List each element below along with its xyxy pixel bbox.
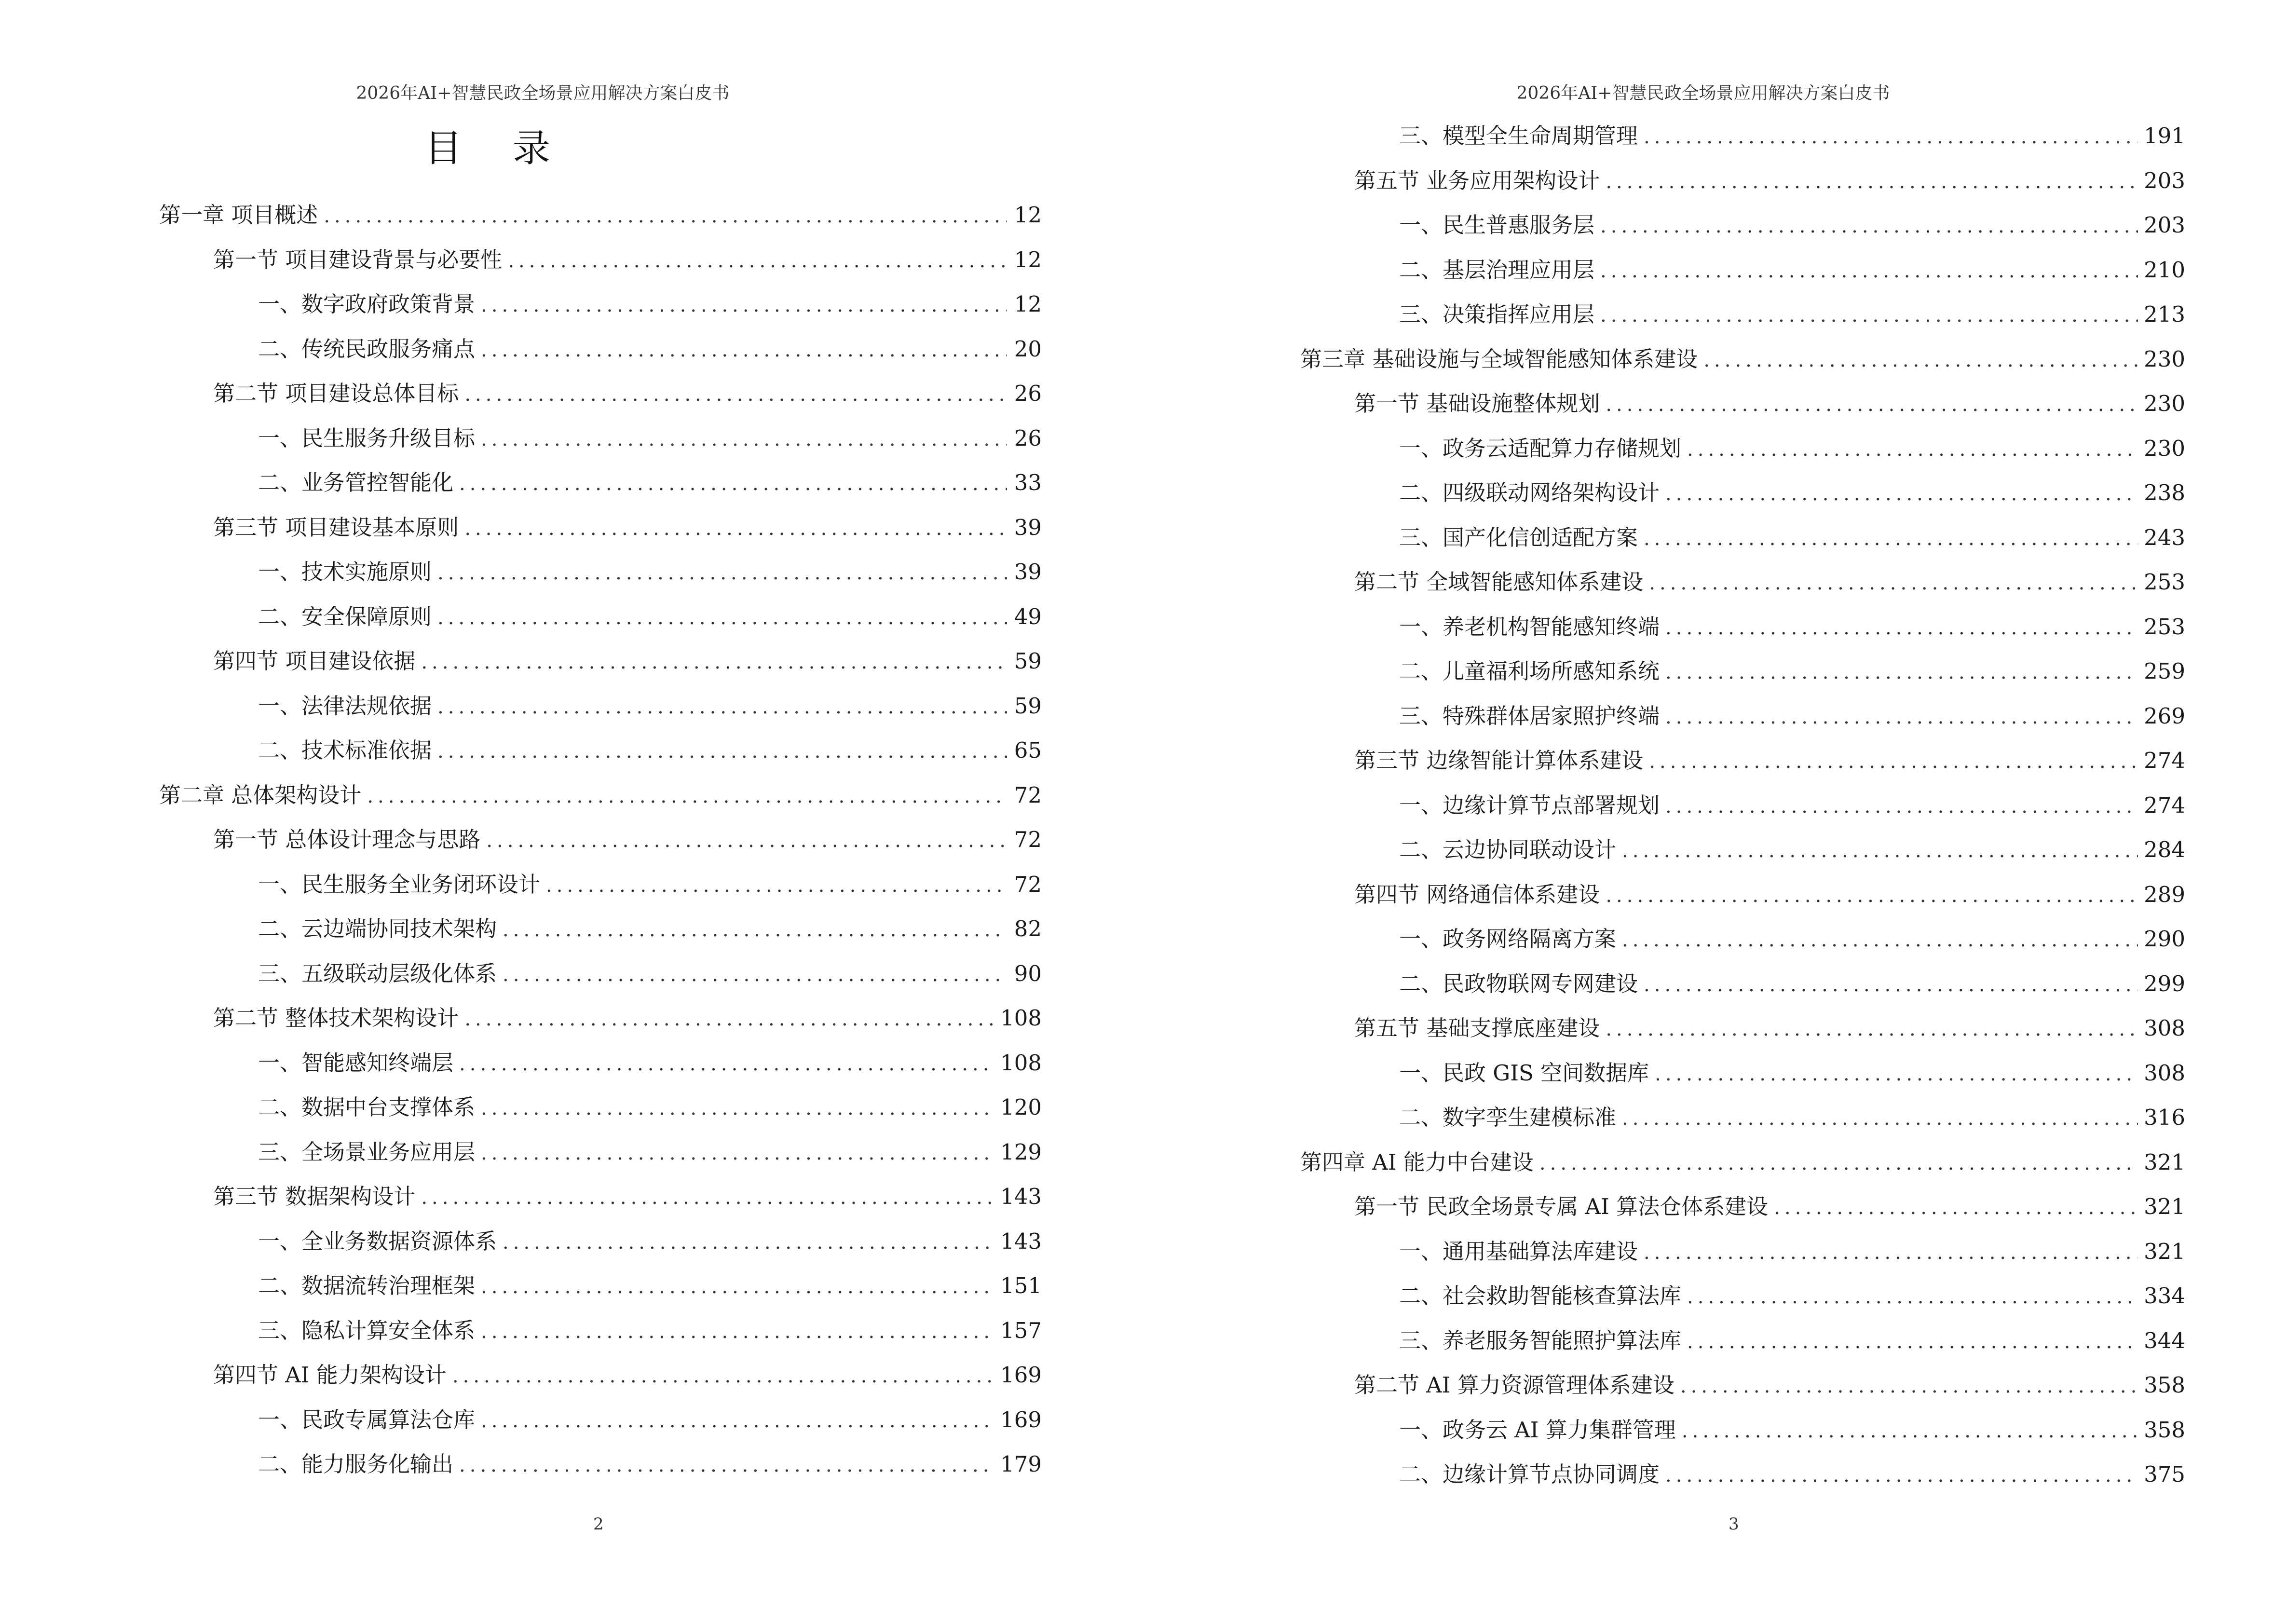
toc-section-entry[interactable] bbox=[159, 238, 1042, 283]
toc-subsection-entry[interactable] bbox=[159, 327, 1042, 372]
entry-page-number: 230 bbox=[2144, 435, 2185, 461]
entry-title: 二、儿童福利场所感知系统 bbox=[1399, 658, 1660, 684]
entry-page-number: 39 bbox=[1014, 559, 1042, 585]
entry-page-number: 26 bbox=[1014, 381, 1042, 406]
dot-leader bbox=[464, 506, 1007, 551]
entry-title: 二、技术标准依据 bbox=[258, 737, 432, 763]
entry-title: 二、数据中台支撑体系 bbox=[258, 1094, 476, 1120]
entry-page-number: 321 bbox=[2144, 1194, 2185, 1219]
entry-title: 第二章 总体架构设计 bbox=[159, 782, 362, 808]
dot-leader bbox=[1649, 739, 2138, 784]
entry-title: 二、社会救助智能核查算法库 bbox=[1399, 1283, 1682, 1309]
dot-leader bbox=[1687, 1275, 2138, 1320]
entry-title: 二、业务管控智能化 bbox=[258, 470, 454, 495]
entry-title: 一、边缘计算节点部署规划 bbox=[1399, 792, 1660, 818]
entry-page-number: 20 bbox=[1014, 336, 1042, 362]
toc-subsection-entry[interactable] bbox=[1300, 426, 2185, 471]
entry-title: 三、决策指挥应用层 bbox=[1399, 301, 1595, 327]
entry-page-number: 358 bbox=[2144, 1417, 2185, 1443]
entry-title: 一、民生服务全业务闭环设计 bbox=[258, 871, 541, 897]
entry-title: 二、能力服务化输出 bbox=[258, 1451, 454, 1477]
entry-title: 三、五级联动层级化体系 bbox=[258, 960, 497, 986]
dot-leader bbox=[421, 640, 1007, 685]
dot-leader bbox=[1655, 1052, 2138, 1097]
dot-leader bbox=[464, 997, 994, 1042]
entry-title: 第一章 项目概述 bbox=[159, 202, 318, 228]
entry-title: 二、民政物联网专网建设 bbox=[1399, 970, 1638, 996]
entry-page-number: 299 bbox=[2144, 970, 2185, 996]
entry-title: 二、边缘计算节点协同调度 bbox=[1399, 1461, 1660, 1487]
toc-subsection-entry[interactable] bbox=[1300, 605, 2185, 650]
entry-title: 二、数字孪生建模标准 bbox=[1399, 1105, 1617, 1130]
entry-title: 第一节 总体设计理念与思路 bbox=[213, 827, 481, 852]
entry-page-number: 157 bbox=[1000, 1317, 1042, 1343]
entry-page-number: 230 bbox=[2144, 346, 2185, 372]
entry-page-number: 238 bbox=[2144, 480, 2185, 505]
entry-title: 第三节 项目建设基本原则 bbox=[213, 514, 459, 540]
entry-page-number: 274 bbox=[2144, 748, 2185, 773]
toc-subsection-entry[interactable] bbox=[1300, 1274, 2185, 1319]
dot-leader bbox=[1606, 160, 2138, 205]
toc-subsection-entry[interactable] bbox=[159, 416, 1042, 461]
entry-page-number: 82 bbox=[1014, 916, 1042, 942]
entry-title: 第一节 项目建设背景与必要性 bbox=[213, 246, 503, 273]
page-number: 3 bbox=[1729, 1515, 1739, 1534]
dot-leader bbox=[503, 1220, 994, 1265]
entry-page-number: 72 bbox=[1014, 782, 1042, 808]
entry-page-number: 274 bbox=[2144, 792, 2185, 818]
entry-title: 一、民生普惠服务层 bbox=[1399, 212, 1595, 238]
dot-leader bbox=[437, 729, 1007, 774]
page-number: 2 bbox=[593, 1515, 604, 1534]
entry-page-number: 65 bbox=[1014, 737, 1042, 763]
entry-page-number: 210 bbox=[2144, 257, 2185, 283]
entry-title: 一、民政 GIS 空间数据库 bbox=[1399, 1060, 1649, 1086]
entry-title: 第三章 基础设施与全域智能感知体系建设 bbox=[1300, 346, 1698, 372]
toc-section-entry[interactable] bbox=[1300, 738, 2185, 783]
entry-page-number: 108 bbox=[1000, 1050, 1042, 1076]
dot-leader bbox=[1622, 1096, 2138, 1141]
dot-leader bbox=[1687, 427, 2138, 472]
entry-page-number: 120 bbox=[1000, 1094, 1042, 1120]
toc-subsection-entry[interactable] bbox=[159, 595, 1042, 640]
dot-leader bbox=[481, 1131, 994, 1176]
running-header: 2026年AI+智慧民政全场景应用解决方案白皮书 bbox=[1516, 83, 1890, 103]
toc-chapter-entry[interactable] bbox=[159, 773, 1042, 818]
dot-leader bbox=[1680, 1364, 2138, 1409]
entry-title: 三、特殊群体居家照护终端 bbox=[1399, 703, 1660, 729]
entry-page-number: 49 bbox=[1014, 603, 1042, 629]
entry-title: 一、政务云适配算力存储规划 bbox=[1399, 435, 1682, 461]
toc-section-entry[interactable] bbox=[1300, 159, 2185, 204]
toc-subsection-entry[interactable] bbox=[159, 907, 1042, 952]
dot-leader bbox=[486, 819, 1007, 863]
dot-leader bbox=[1644, 963, 2138, 1008]
entry-title: 一、数字政府政策背景 bbox=[258, 291, 476, 317]
entry-page-number: 308 bbox=[2144, 1060, 2185, 1086]
dot-leader bbox=[452, 1354, 994, 1399]
entry-page-number: 169 bbox=[1000, 1362, 1042, 1388]
toc-subsection-entry[interactable] bbox=[1300, 828, 2185, 873]
toc-section-entry[interactable] bbox=[1300, 382, 2185, 426]
dot-leader bbox=[367, 774, 1007, 819]
dot-leader bbox=[1774, 1186, 2138, 1230]
entry-title: 一、政务网络隔离方案 bbox=[1399, 926, 1617, 952]
entry-title: 三、养老服务智能照护算法库 bbox=[1399, 1327, 1682, 1353]
entry-page-number: 321 bbox=[2144, 1238, 2185, 1264]
toc-chapter-entry[interactable] bbox=[1300, 1140, 2185, 1185]
toc-subsection-entry[interactable] bbox=[159, 952, 1042, 996]
dot-leader bbox=[1687, 1320, 2138, 1365]
entry-page-number: 90 bbox=[1014, 960, 1042, 986]
toc-chapter-entry[interactable] bbox=[159, 193, 1042, 238]
dot-leader bbox=[1622, 829, 2138, 873]
entry-page-number: 151 bbox=[1000, 1273, 1042, 1298]
entry-title: 二、云边端协同技术架构 bbox=[258, 916, 497, 942]
dot-leader bbox=[481, 1086, 994, 1131]
toc-title: 目 录 bbox=[424, 127, 570, 170]
dot-leader bbox=[481, 328, 1007, 373]
entry-page-number: 284 bbox=[2144, 837, 2185, 862]
dot-leader bbox=[459, 1443, 994, 1488]
toc-subsection-entry[interactable] bbox=[159, 1309, 1042, 1353]
entry-title: 一、智能感知终端层 bbox=[258, 1050, 454, 1076]
entry-page-number: 203 bbox=[2144, 212, 2185, 238]
entry-page-number: 59 bbox=[1014, 648, 1042, 674]
entry-page-number: 39 bbox=[1014, 514, 1042, 540]
dot-leader bbox=[1606, 382, 2138, 427]
entry-title: 二、四级联动网络架构设计 bbox=[1399, 480, 1660, 505]
toc-section-entry[interactable] bbox=[159, 996, 1042, 1041]
toc-subsection-entry[interactable] bbox=[1300, 1229, 2185, 1274]
toc-section-entry[interactable] bbox=[1300, 1185, 2185, 1229]
dot-leader bbox=[1665, 784, 2138, 829]
dot-leader bbox=[1665, 650, 2138, 695]
entry-page-number: 33 bbox=[1014, 470, 1042, 495]
dot-leader bbox=[1644, 1230, 2138, 1275]
entry-page-number: 321 bbox=[2144, 1149, 2185, 1175]
entry-title: 第二节 整体技术架构设计 bbox=[213, 1005, 459, 1031]
toc-subsection-entry[interactable] bbox=[159, 1041, 1042, 1086]
entry-title: 三、模型全生命周期管理 bbox=[1399, 123, 1638, 149]
toc-subsection-entry[interactable] bbox=[1300, 248, 2185, 293]
dot-leader bbox=[1665, 695, 2138, 740]
entry-title: 一、民政专属算法仓库 bbox=[258, 1406, 476, 1433]
toc-subsection-entry[interactable] bbox=[1300, 1452, 2185, 1497]
dot-leader bbox=[437, 685, 1007, 730]
entry-title: 第三节 边缘智能计算体系建设 bbox=[1354, 748, 1644, 773]
entry-title: 二、云边协同联动设计 bbox=[1399, 837, 1617, 862]
entry-title: 一、政务云 AI 算力集群管理 bbox=[1399, 1417, 1676, 1443]
entry-page-number: 169 bbox=[1000, 1406, 1042, 1433]
entry-page-number: 344 bbox=[2144, 1327, 2185, 1353]
entry-title: 第四节 AI 能力架构设计 bbox=[213, 1362, 447, 1388]
dot-leader bbox=[546, 863, 1007, 908]
entry-page-number: 213 bbox=[2144, 301, 2185, 327]
toc-subsection-entry[interactable] bbox=[1300, 516, 2185, 560]
toc-subsection-entry[interactable] bbox=[1300, 694, 2185, 739]
entry-title: 第四节 网络通信体系建设 bbox=[1354, 881, 1600, 907]
toc-subsection-entry[interactable] bbox=[159, 550, 1042, 595]
entry-page-number: 243 bbox=[2144, 524, 2185, 550]
toc-subsection-entry[interactable] bbox=[159, 1442, 1042, 1487]
entry-page-number: 358 bbox=[2144, 1372, 2185, 1398]
entry-title: 第二节 全域智能感知体系建设 bbox=[1354, 569, 1644, 595]
toc-subsection-entry[interactable] bbox=[1300, 917, 2185, 962]
entry-page-number: 289 bbox=[2144, 881, 2185, 907]
dot-leader bbox=[459, 1042, 994, 1087]
dot-leader bbox=[1644, 115, 2138, 160]
entry-page-number: 308 bbox=[2144, 1015, 2185, 1041]
toc-section-entry[interactable] bbox=[159, 1353, 1042, 1398]
dot-leader bbox=[1665, 472, 2138, 517]
entry-page-number: 143 bbox=[1000, 1228, 1042, 1254]
dot-leader bbox=[1703, 338, 2138, 383]
entry-title: 三、隐私计算安全体系 bbox=[258, 1317, 476, 1343]
toc-section-entry[interactable] bbox=[1300, 560, 2185, 605]
entry-page-number: 12 bbox=[1014, 291, 1042, 317]
entry-title: 第二节 项目建设总体目标 bbox=[213, 381, 459, 406]
entry-page-number: 108 bbox=[1000, 1005, 1042, 1031]
entry-title: 第四章 AI 能力中台建设 bbox=[1300, 1149, 1534, 1175]
toc-section-entry[interactable] bbox=[159, 371, 1042, 416]
toc-subsection-entry[interactable] bbox=[159, 1264, 1042, 1309]
entry-title: 第一节 民政全场景专属 AI 算法仓体系建设 bbox=[1354, 1194, 1769, 1219]
dot-leader bbox=[1644, 517, 2138, 561]
entry-page-number: 334 bbox=[2144, 1283, 2185, 1309]
entry-title: 三、国产化信创适配方案 bbox=[1399, 524, 1638, 550]
entry-page-number: 375 bbox=[2144, 1461, 2185, 1487]
entry-page-number: 72 bbox=[1014, 827, 1042, 852]
dot-leader bbox=[1600, 293, 2138, 338]
toc-subsection-entry[interactable] bbox=[1300, 114, 2185, 159]
dot-leader bbox=[1600, 249, 2138, 294]
dot-leader bbox=[503, 908, 1007, 953]
toc-subsection-entry[interactable] bbox=[1300, 1408, 2185, 1453]
entry-page-number: 179 bbox=[1000, 1451, 1042, 1477]
entry-page-number: 59 bbox=[1014, 693, 1042, 719]
toc-list bbox=[159, 193, 1042, 1487]
toc-section-entry[interactable] bbox=[1300, 873, 2185, 917]
toc-section-entry[interactable] bbox=[1300, 1006, 2185, 1051]
toc-subsection-entry[interactable] bbox=[1300, 1319, 2185, 1364]
entry-title: 第三节 数据架构设计 bbox=[213, 1184, 416, 1209]
toc-chapter-entry[interactable] bbox=[1300, 337, 2185, 382]
toc-subsection-entry[interactable] bbox=[159, 461, 1042, 505]
toc-section-entry[interactable] bbox=[1300, 1363, 2185, 1408]
entry-page-number: 316 bbox=[2144, 1105, 2185, 1130]
entry-page-number: 12 bbox=[1014, 202, 1042, 228]
entry-title: 第二节 AI 算力资源管理体系建设 bbox=[1354, 1372, 1674, 1398]
entry-page-number: 253 bbox=[2144, 614, 2185, 640]
entry-title: 一、全业务数据资源体系 bbox=[258, 1228, 497, 1254]
entry-title: 三、全场景业务应用层 bbox=[258, 1139, 476, 1165]
dot-leader bbox=[1606, 1007, 2138, 1052]
dot-leader bbox=[1649, 561, 2138, 606]
entry-title: 一、法律法规依据 bbox=[258, 693, 432, 719]
entry-title: 一、民生服务升级目标 bbox=[258, 425, 476, 451]
entry-title: 一、养老机构智能感知终端 bbox=[1399, 614, 1660, 640]
dot-leader bbox=[481, 283, 1007, 328]
entry-title: 第四节 项目建设依据 bbox=[213, 648, 416, 674]
toc-subsection-entry[interactable] bbox=[159, 1130, 1042, 1175]
dot-leader bbox=[481, 1399, 994, 1444]
dot-leader bbox=[437, 551, 1007, 596]
dot-leader bbox=[1682, 1409, 2138, 1454]
dot-leader bbox=[481, 417, 1007, 462]
toc-subsection-entry[interactable] bbox=[159, 282, 1042, 327]
dot-leader bbox=[1600, 204, 2138, 249]
entry-page-number: 259 bbox=[2144, 658, 2185, 684]
toc-subsection-entry[interactable] bbox=[1300, 1051, 2185, 1096]
toc-section-entry[interactable] bbox=[159, 505, 1042, 550]
dot-leader bbox=[1665, 606, 2138, 651]
entry-title: 第一节 基础设施整体规划 bbox=[1354, 391, 1600, 416]
toc-subsection-entry[interactable] bbox=[1300, 783, 2185, 828]
entry-title: 二、数据流转治理框架 bbox=[258, 1273, 476, 1298]
entry-title: 一、技术实施原则 bbox=[258, 559, 432, 585]
entry-page-number: 72 bbox=[1014, 871, 1042, 897]
toc-subsection-entry[interactable] bbox=[1300, 203, 2185, 248]
dot-leader bbox=[421, 1175, 994, 1220]
toc-subsection-entry[interactable] bbox=[1300, 471, 2185, 516]
toc-subsection-entry[interactable] bbox=[159, 1219, 1042, 1264]
dot-leader bbox=[1665, 1453, 2138, 1498]
entry-page-number: 230 bbox=[2144, 391, 2185, 416]
entry-title: 一、通用基础算法库建设 bbox=[1399, 1238, 1638, 1264]
dot-leader bbox=[437, 596, 1007, 641]
dot-leader bbox=[481, 1310, 994, 1354]
toc-subsection-entry[interactable] bbox=[159, 862, 1042, 907]
entry-page-number: 191 bbox=[2144, 123, 2185, 149]
entry-title: 二、基层治理应用层 bbox=[1399, 257, 1595, 283]
entry-title: 第五节 业务应用架构设计 bbox=[1354, 167, 1600, 193]
toc-subsection-entry[interactable] bbox=[1300, 962, 2185, 1007]
running-header: 2026年AI+智慧民政全场景应用解决方案白皮书 bbox=[356, 83, 730, 103]
toc-subsection-entry[interactable] bbox=[1300, 649, 2185, 694]
toc-section-entry[interactable] bbox=[159, 639, 1042, 684]
dot-leader bbox=[1606, 873, 2138, 918]
dot-leader bbox=[1539, 1141, 2138, 1186]
toc-section-entry[interactable] bbox=[159, 1174, 1042, 1219]
dot-leader bbox=[503, 953, 1007, 997]
dot-leader bbox=[464, 372, 1007, 417]
entry-page-number: 290 bbox=[2144, 926, 2185, 952]
toc-subsection-entry[interactable] bbox=[159, 684, 1042, 729]
dot-leader bbox=[481, 1265, 994, 1310]
right-page bbox=[1144, 0, 2287, 1624]
dot-leader bbox=[1622, 918, 2138, 963]
entry-page-number: 129 bbox=[1000, 1139, 1042, 1165]
entry-page-number: 269 bbox=[2144, 703, 2185, 729]
dot-leader bbox=[459, 462, 1007, 506]
dot-leader bbox=[324, 194, 1007, 239]
toc-subsection-entry[interactable] bbox=[159, 1085, 1042, 1130]
entry-title: 二、传统民政服务痛点 bbox=[258, 336, 476, 362]
entry-title: 第五节 基础支撑底座建设 bbox=[1354, 1015, 1600, 1041]
entry-title: 二、安全保障原则 bbox=[258, 603, 432, 629]
toc-subsection-entry[interactable] bbox=[1300, 1095, 2185, 1140]
dot-leader bbox=[508, 239, 1007, 284]
entry-page-number: 12 bbox=[1014, 246, 1042, 273]
toc-subsection-entry[interactable] bbox=[1300, 292, 2185, 337]
entry-page-number: 143 bbox=[1000, 1184, 1042, 1209]
entry-page-number: 253 bbox=[2144, 569, 2185, 595]
entry-page-number: 203 bbox=[2144, 167, 2185, 193]
toc-subsection-entry[interactable] bbox=[159, 1398, 1042, 1443]
toc-subsection-entry[interactable] bbox=[159, 728, 1042, 773]
toc-section-entry[interactable] bbox=[159, 818, 1042, 862]
toc-list bbox=[1300, 114, 2185, 1497]
entry-page-number: 26 bbox=[1014, 425, 1042, 451]
